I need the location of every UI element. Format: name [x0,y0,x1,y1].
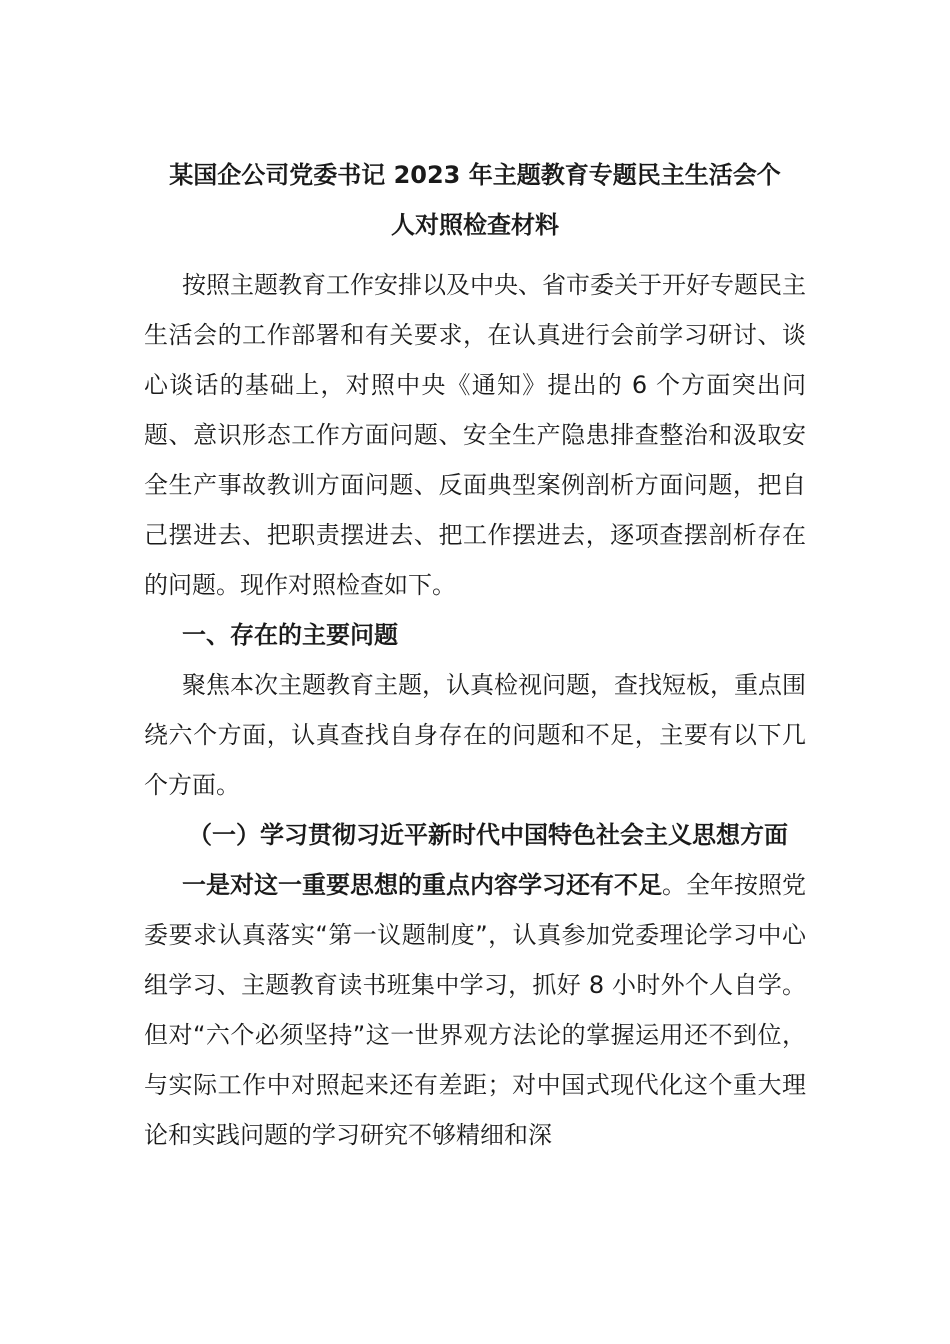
document-title [144,150,806,250]
title-line-1: 某国企公司党委书记 2023 年主题教育专题民主生活会个 [169,161,781,189]
point-1-text: 。全年按照党委要求认真落实“第一议题制度”，认真参加党委理论学习中心组学习、主题教育读书班集中学习，抓好 8 小时外个人自学。但对“六个必须坚持”这一世界观方法论的掌握运用还不到位，与实际工作中对照起来还有差距；对中国式现代化这个重大理论和实践问题的学习研究不够精细和深 [144,871,806,1149]
title-line-2: 人对照检查材料 [391,211,559,239]
document-body [144,150,806,1160]
intro-paragraph: 按照主题教育工作安排以及中央、省市委关于开好专题民主生活会的工作部署和有关要求，在认真进行会前学习研讨、谈心谈话的基础上，对照中央《通知》提出的 6 个方面突出问题、意识形态工作方面问题、安全生产隐患排查整治和汲取安全生产事故教训方面问题、反面典型案例剖析方面问题，把自己摆进去、把职责摆进去、把工作摆进去，逐项查摆剖析存在的问题。现作对照检查如下。 [144,271,806,599]
section-heading-1: 一、存在的主要问题 [182,621,398,649]
point-1-paragraph [144,860,806,1160]
subsection-heading-1: （一）学习贯彻习近平新时代中国特色社会主义思想方面 [188,821,788,849]
section-1-paragraph: 聚焦本次主题教育主题，认真检视问题，查找短板，重点围绕六个方面，认真查找自身存在的问题和不足，主要有以下几个方面。 [144,671,806,799]
point-1-lead: 一是对这一重要思想的重点内容学习还有不足 [182,871,662,899]
